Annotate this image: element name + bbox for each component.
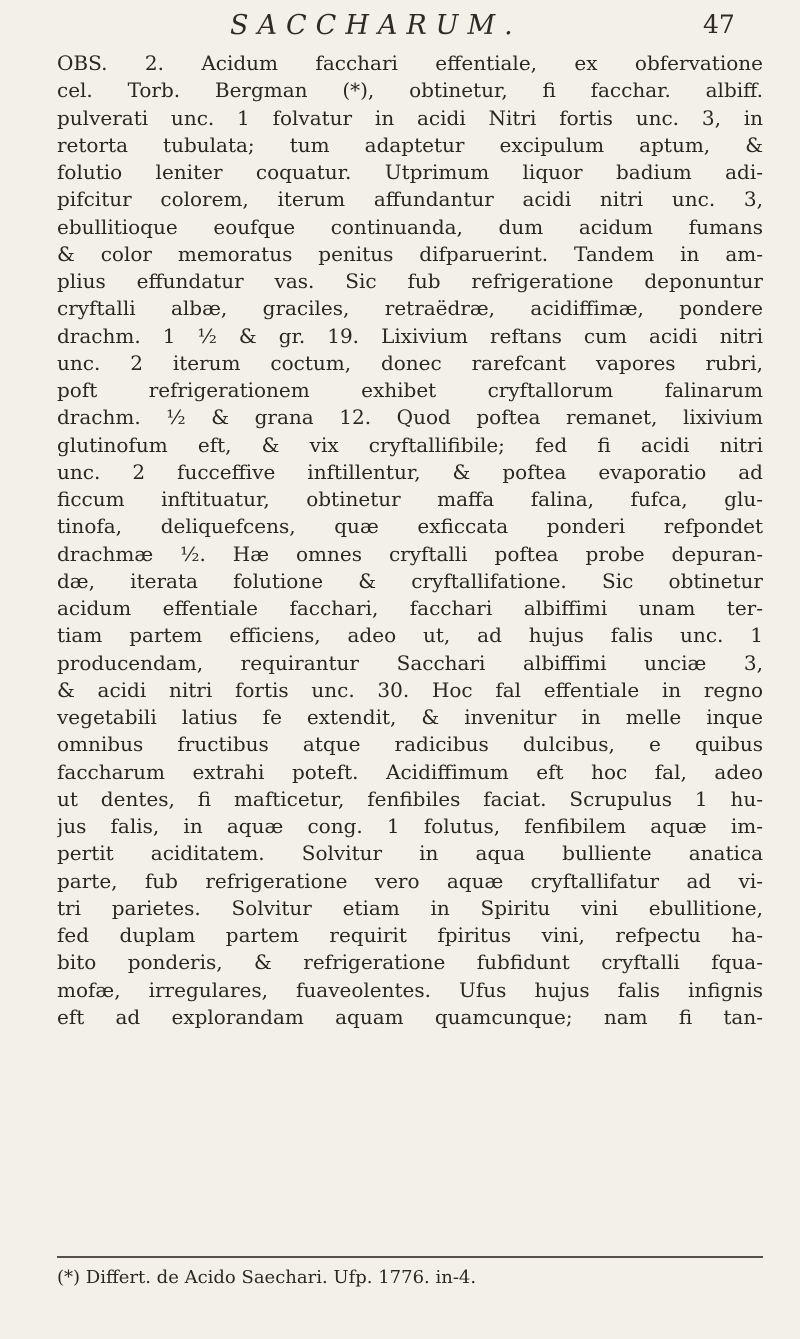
text-line: parte, fub refrigeratione vero aquæ cryftallifatur ad vi- [57, 868, 763, 893]
text-line: fed duplam partem requirit fpiritus vini, refpectu ha- [57, 923, 763, 947]
text-line: cryftalli albæ, graciles, retraëdræ, acidiffimæ, pondere [57, 296, 763, 321]
text-line: folutio leniter coquatur. Utprimum liquor badium adi- [57, 160, 763, 184]
page-number: 47 [703, 10, 735, 39]
text-line: unc. 2 iterum coctum, donec rarefcant vapores rubri, [57, 350, 763, 375]
text-line: ficcum inftituatur, obtinetur maffa falina, fufca, glu- [57, 487, 763, 511]
text-line: tiam partem efficiens, adeo ut, ad hujus falis unc. 1 [57, 623, 763, 648]
text-line: & color memoratus penitus difparuerint. Tandem in am- [57, 241, 763, 266]
text-line: OBS. 2. Acidum facchari effentiale, ex obfervatione [57, 51, 763, 75]
text-line: bito ponderis, & refrigeratione fubfidunt cryftalli fqua- [57, 950, 763, 975]
text-line: mofæ, irregulares, fuaveolentes. Ufus hujus falis infignis [57, 977, 763, 1002]
text-line: cel. Torb. Bergman (*), obtinetur, fi facchar. albiff. [57, 78, 763, 103]
page-header [0, 10, 800, 50]
text-line: ut dentes, fi mafticetur, fenfibiles faciat. Scrupulus 1 hu- [57, 786, 763, 811]
text-line: glutinofum eft, & vix cryftallifibile; fed fi acidi nitri [57, 432, 763, 457]
text-line: & acidi nitri fortis unc. 30. Hoc fal effentiale in regno [57, 677, 763, 702]
text-line: ebullitioque eoufque continuanda, dum acidum fumans [57, 214, 763, 239]
running-title: SACCHARUM. [230, 10, 522, 41]
footnote-rule [57, 1256, 763, 1258]
text-line: unc. 2 fucceffive inftillentur, & poftea evaporatio ad [57, 459, 763, 484]
text-line: tinofa, deliquefcens, quæ exficcata ponderi refpondet [57, 514, 763, 539]
footnote: (*) Differt. de Acido Saechari. Ufp. 1776. in-4. [57, 1267, 477, 1288]
text-line: jus falis, in aquæ cong. 1 folutus, fenfibilem aquæ im- [57, 814, 763, 838]
text-line: poft refrigerationem exhibet cryftallorum falinarum [57, 378, 763, 402]
text-line: acidum effentiale facchari, facchari albiffimi unam ter- [57, 596, 763, 620]
text-line: drachmæ ½. Hæ omnes cryftalli poftea probe depuran- [57, 541, 763, 566]
text-line: eft ad explorandam aquam quamcunque; nam fi tan- [57, 1004, 763, 1029]
text-line: retorta tubulata; tum adaptetur excipulum aptum, & [57, 132, 763, 157]
text-line: dæ, iterata folutione & cryftallifatione. Sic obtinetur [57, 568, 763, 593]
text-line: vegetabili latius fe extendit, & invenitur in melle inque [57, 705, 763, 729]
text-line: plius effundatur vas. Sic fub refrigeratione deponuntur [57, 269, 763, 293]
body-text [57, 50, 763, 1031]
text-line: drachm. ½ & grana 12. Quod poftea remanet, lixivium [57, 405, 763, 430]
text-line: omnibus fructibus atque radicibus dulcibus, e quibus [57, 732, 763, 757]
text-line: faccharum extrahi poteft. Acidiffimum eft hoc fal, adeo [57, 759, 763, 784]
text-line: pifcitur colorem, iterum affundantur acidi nitri unc. 3, [57, 187, 763, 212]
text-line: tri parietes. Solvitur etiam in Spiritu vini ebullitione, [57, 895, 763, 920]
text-line: pulverati unc. 1 folvatur in acidi Nitri fortis unc. 3, in [57, 105, 763, 130]
text-line: drachm. 1 ½ & gr. 19. Lixivium reftans cum acidi nitri [57, 323, 763, 348]
text-line: pertit aciditatem. Solvitur in aqua bulliente anatica [57, 841, 763, 866]
text-line: producendam, requirantur Sacchari albiffimi unciæ 3, [57, 650, 763, 675]
